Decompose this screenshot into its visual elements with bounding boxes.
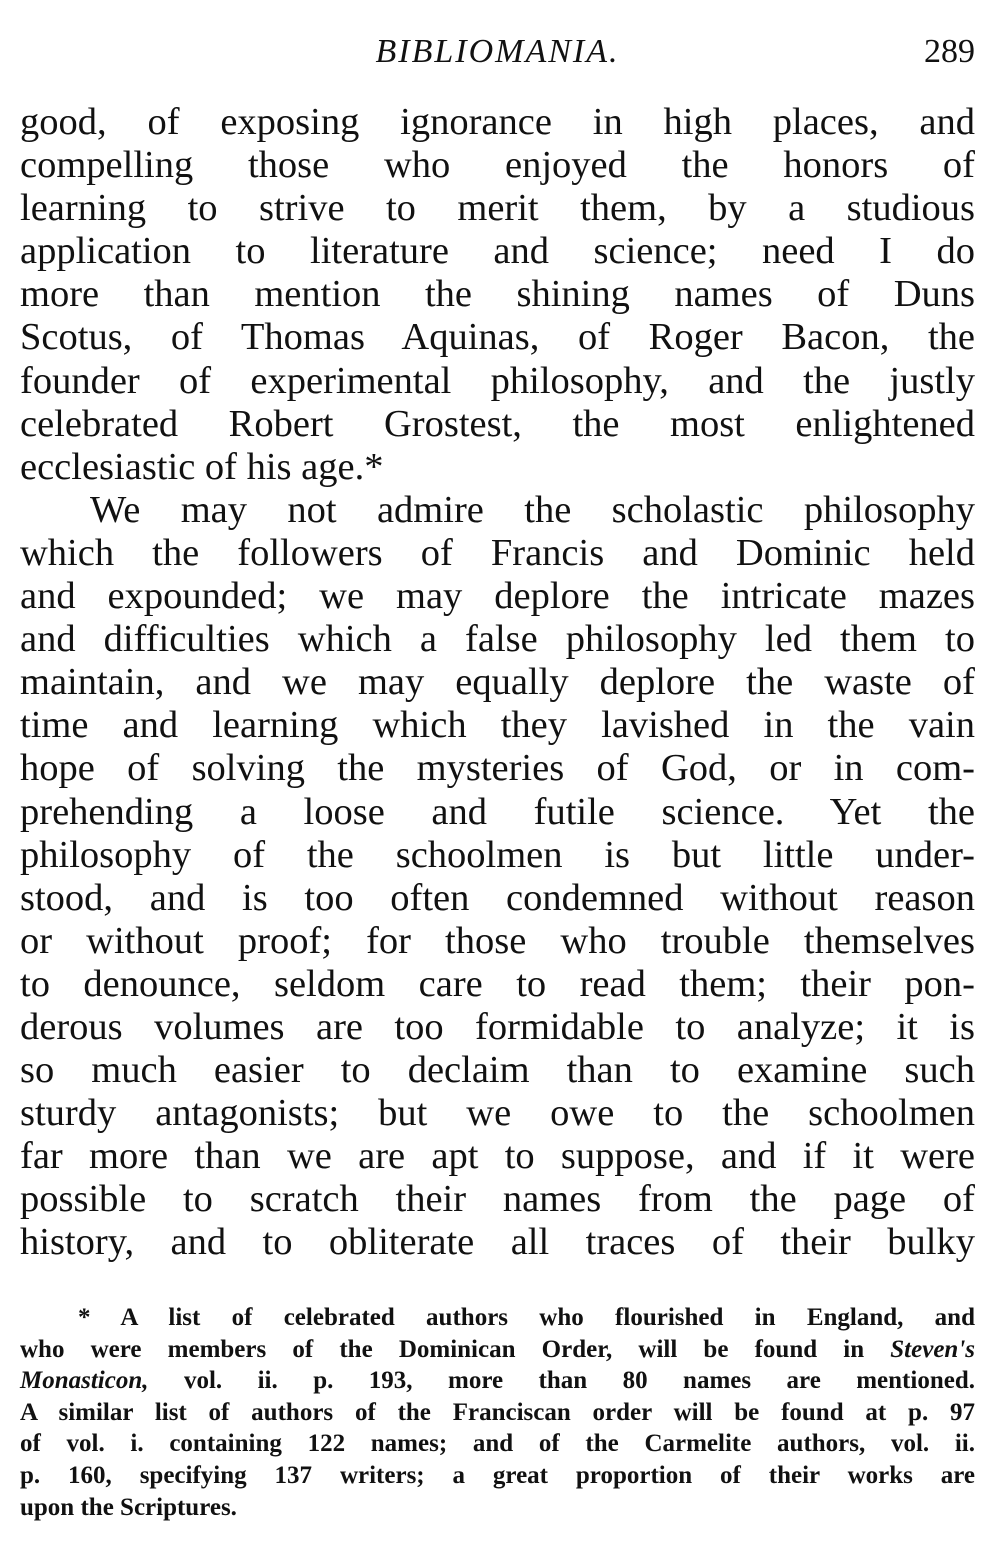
page-number: 289 [924, 33, 975, 70]
page-header [20, 32, 975, 80]
body-text [20, 101, 975, 1265]
footnote [20, 1302, 975, 1523]
footnote-line: of vol. i. containing 122 names; and of the Carmelite authors, vol. ii. [20, 1430, 975, 1458]
footnote-line: A similar list of authors of the Franciscan order will be found at p. 97 [20, 1398, 975, 1426]
text-line: philosophy of the schoolmen is but little under- [20, 833, 975, 876]
paragraph-start-line: We may not admire the scholastic philosophy [90, 488, 975, 531]
text-line: sturdy antagonists; but we owe to the schoolmen [20, 1092, 975, 1135]
text-line: founder of experimental philosophy, and the justly [20, 359, 975, 402]
text-line: and expounded; we may deplore the intricate mazes [20, 575, 975, 618]
text-line: far more than we are apt to suppose, and if it were [20, 1135, 975, 1178]
text-line: which the followers of Francis and Dominic held [20, 531, 975, 574]
footnote-line: p. 160, specifying 137 writers; a great proportion of their works are [20, 1461, 975, 1489]
text-line: prehending a loose and futile science. Yet the [20, 790, 975, 833]
footnote-line [20, 1365, 975, 1397]
text-line: hope of solving the mysteries of God, or in com- [20, 747, 975, 790]
footnote-citation-title: Monasticon, [20, 1367, 149, 1395]
text-line: maintain, and we may equally deplore the waste of [20, 661, 975, 704]
text-line: ecclesiastic of his age.* [20, 445, 384, 488]
footnote-line [20, 1334, 975, 1366]
text-line: celebrated Robert Grostest, the most enlightened [20, 402, 975, 445]
text-line: to denounce, seldom care to read them; their pon- [20, 962, 975, 1005]
text-line: compelling those who enjoyed the honors of [20, 144, 975, 187]
text-line: and difficulties which a false philosophy led them to [20, 618, 975, 661]
text-line: more than mention the shining names of Duns [20, 273, 975, 316]
text-line: Scotus, of Thomas Aquinas, of Roger Bacon, the [20, 316, 975, 359]
text-line: or without proof; for those who trouble themselves [20, 919, 975, 962]
running-title: BIBLIOMANIA. [375, 33, 620, 70]
text-line: possible to scratch their names from the page of [20, 1178, 975, 1221]
text-line: time and learning which they lavished in the vain [20, 704, 975, 747]
text-line: application to literature and science; need I do [20, 230, 975, 273]
footnote-text: vol. ii. p. 193, more than 80 names are mentioned. [148, 1367, 975, 1395]
text-line: good, of exposing ignorance in high places, and [20, 101, 975, 143]
footnote-line: * A list of celebrated authors who flourished in England, and [78, 1304, 975, 1331]
text-line: learning to strive to merit them, by a studious [20, 187, 975, 230]
footnote-text: who were members of the Dominican Order, will be found in [20, 1335, 891, 1363]
text-line: history, and to obliterate all traces of their bulky [20, 1221, 975, 1264]
text-line: derous volumes are too formidable to analyze; it is [20, 1005, 975, 1048]
text-line: so much easier to declaim than to examine such [20, 1049, 975, 1092]
footnote-line: upon the Scriptures. [20, 1493, 237, 1521]
footnote-citation-author: Steven's [890, 1335, 975, 1363]
text-line: stood, and is too often condemned without reason [20, 876, 975, 919]
